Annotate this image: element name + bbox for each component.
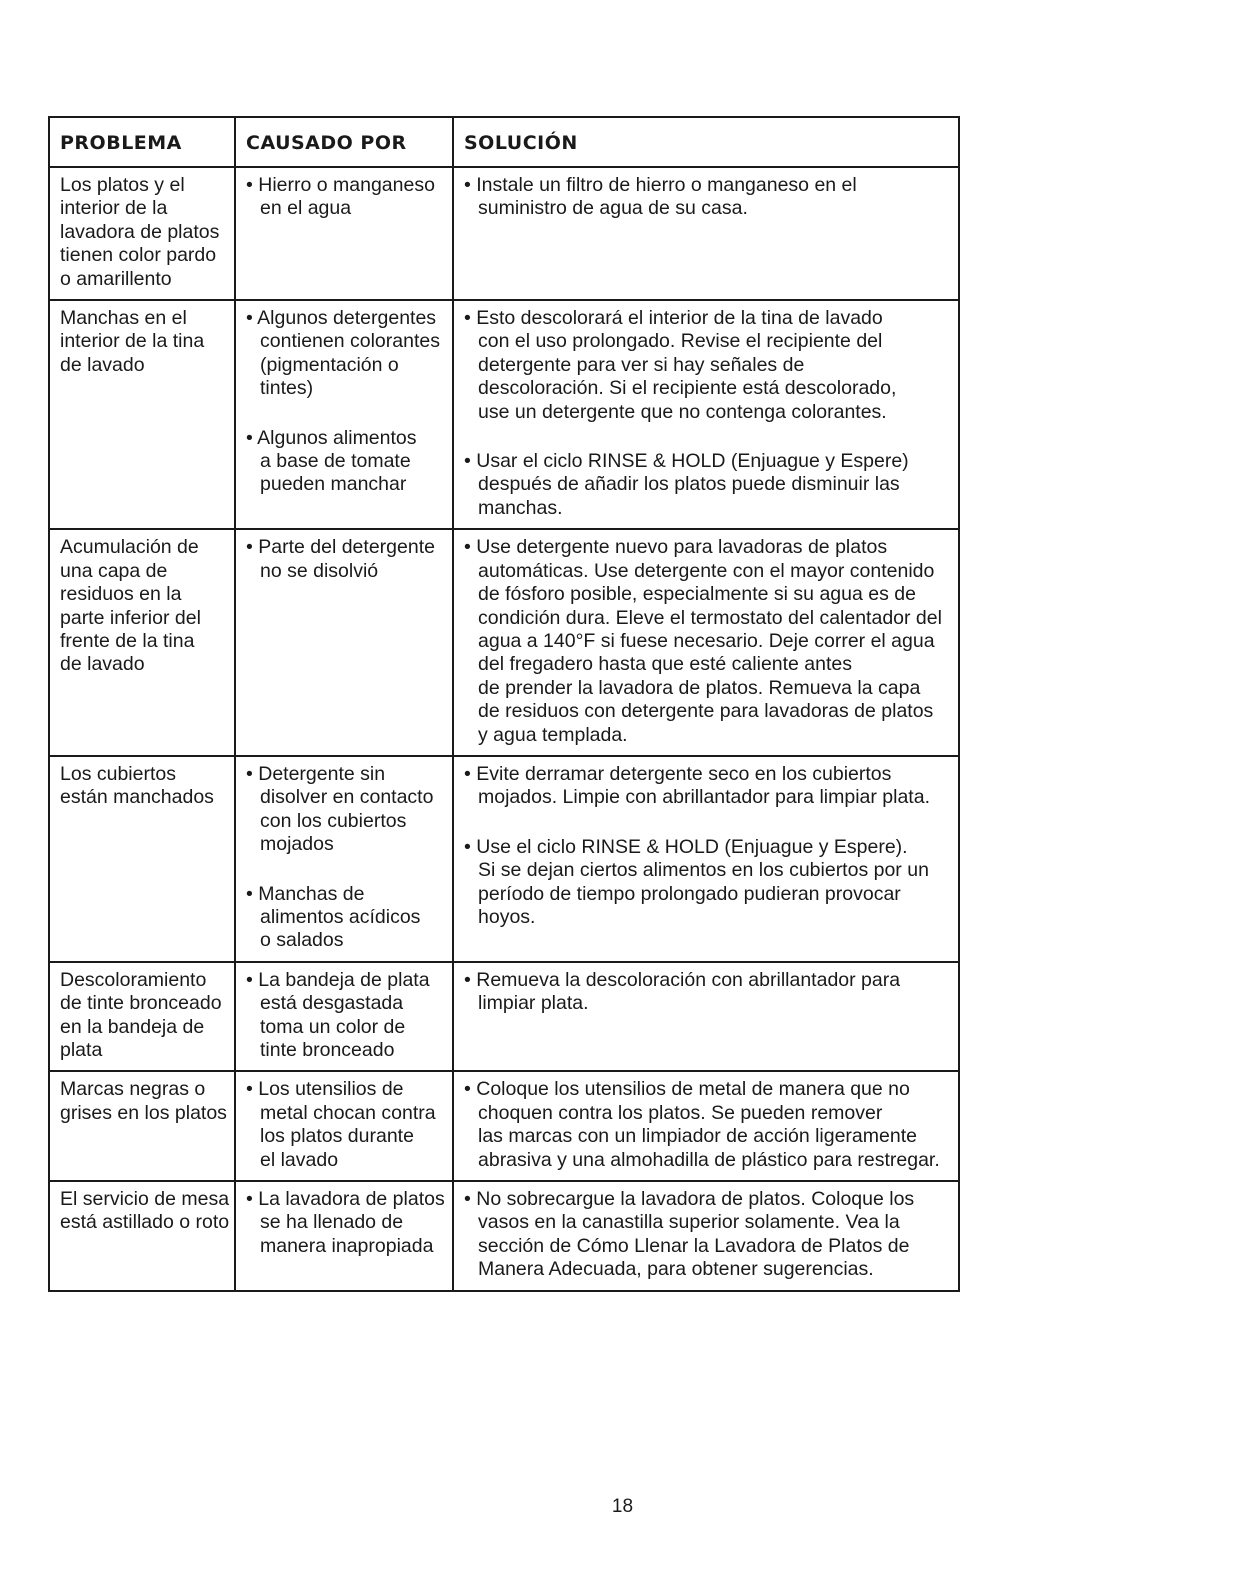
cause-text-line: se ha llenado de [260,1211,404,1234]
solution-item [464,836,950,930]
cause-text-line: • Los utensilios de [246,1078,404,1101]
cause-item [246,969,444,1063]
problem-text-line: El servicio de mesa [60,1188,230,1211]
solution-text-line: las marcas con un limpiador de acción ligeramente [478,1125,917,1148]
cause-cell [235,167,453,300]
solution-text-line: automáticas. Use detergente con el mayor contenido [478,559,935,582]
problem-text-line: grises en los platos [60,1101,227,1124]
problem-cell [49,1071,235,1181]
solution-text-line: • Usar el ciclo RINSE & HOLD (Enjuague y Espere) [464,450,909,473]
solution-cell [453,756,959,962]
cause-text-line: alimentos acídicos [260,905,421,928]
solution-text-line: • Esto descolorará el interior de la tina de lavado [464,307,883,330]
cause-item [246,174,444,221]
solution-text-line: • Use detergente nuevo para lavadoras de platos [464,536,888,559]
problem-cell [49,1181,235,1291]
solution-text-line: de residuos con detergente para lavadoras de platos [478,700,934,723]
problem-text-line: Acumulación de [60,536,199,559]
cause-text-line: con los cubiertos [260,809,407,832]
block-spacer [464,424,950,450]
solution-text-line: período de tiempo prolongado pudieran provocar [478,882,901,905]
troubleshooting-table [48,116,960,1292]
problem-text-line: o amarillento [60,267,172,290]
solution-text-line: mojados. Limpie con abrillantador para limpiar plata. [478,786,930,809]
solution-item [464,536,950,747]
page-number: 18 [611,1496,634,1517]
problem-text-line: residuos en la [60,583,182,606]
problem-text-line: Descoloramiento [60,968,207,991]
solution-text-line: condición dura. Eleve el termostato del calentador del [478,606,942,629]
problem-cell [49,167,235,300]
cause-item [246,1188,444,1258]
solution-text-line: Si se dejan ciertos alimentos en los cubiertos por un [478,859,929,882]
problem-text-line: en la bandeja de [60,1015,205,1038]
cause-cell [235,1181,453,1291]
cause-text-line: • La bandeja de plata [246,968,430,991]
cause-text-line: contienen colorantes [260,330,440,353]
solution-text-line: de fósforo posible, especialmente si su agua es de [478,583,916,606]
problem-text-line: tienen color pardo [60,244,217,267]
solution-text-line: hoyos. [478,905,536,928]
problem-text-line: lavadora de platos [60,220,220,243]
cause-text-line: en el agua [260,197,352,220]
cause-cell [235,300,453,529]
block-spacer [246,401,444,427]
cause-text-line: tintes) [260,377,314,400]
solution-cell [453,1071,959,1181]
cause-text-line: a base de tomate [260,450,411,473]
cause-text-line: o salados [260,929,344,952]
solution-text-line: abrasiva y una almohadilla de plástico para restregar. [478,1148,940,1171]
problem-text-line: están manchados [60,786,214,809]
solution-text-line: y agua templada. [478,723,628,746]
table-body [49,167,959,1291]
solution-text-line: detergente para ver si hay señales de [478,353,805,376]
cause-text-line: los platos durante [260,1125,414,1148]
cause-cell [235,756,453,962]
cause-text-line: • Algunos alimentos [246,426,417,449]
cause-item [246,1078,444,1172]
header-cause: CAUSADO POR [235,117,453,167]
cause-cell [235,1071,453,1181]
solution-text-line: • Instale un filtro de hierro o manganeso en el [464,174,857,196]
solution-text-line: manchas. [478,496,563,519]
cause-cell [235,962,453,1072]
solution-text-line: vasos en la canastilla superior solamente. Vea la [478,1211,900,1234]
problem-text-line: Los cubiertos [60,762,176,785]
problem-text-line: está astillado o roto [60,1211,230,1234]
table-row [49,167,959,300]
cause-text-line: manera inapropiada [260,1234,434,1257]
header-solution: SOLUCIÓN [453,117,959,167]
cause-item [246,536,444,583]
solution-text-line: • Evite derramar detergente seco en los cubiertos [464,762,892,785]
solution-item [464,307,950,424]
problem-text-line: Manchas en el [60,307,187,330]
cause-item [246,427,444,497]
table-row [49,529,959,756]
block-spacer [246,857,444,883]
cause-text-line: tinte bronceado [260,1039,395,1061]
solution-text-line: • No sobrecargue la lavadora de platos. Coloque los [464,1188,915,1211]
problem-cell [49,529,235,756]
solution-text-line: sección de Cómo Llenar la Lavadora de Platos de [478,1234,910,1257]
solution-text-line: de prender la lavadora de platos. Remueva la capa [478,676,921,699]
problem-cell [49,962,235,1072]
problem-text-line: de lavado [60,353,145,376]
solution-text-line: agua a 140°F si fuese necesario. Deje correr el agua [478,629,935,652]
solution-text-line: después de añadir los platos puede disminuir las [478,473,900,496]
cause-text-line: • Manchas de [246,882,365,905]
cause-text-line: disolver en contacto [260,786,434,809]
solution-text-line: • Remueva la descoloración con abrillantador para [464,968,901,991]
solution-text-line: • Use el ciclo RINSE & HOLD (Enjuague y Espere). [464,835,908,858]
solution-item [464,1188,950,1282]
cause-text-line: (pigmentación o [260,353,399,376]
solution-cell [453,300,959,529]
problem-text-line: interior de la [60,197,168,220]
header-problem: PROBLEMA [49,117,235,167]
solution-cell [453,962,959,1072]
solution-cell [453,1181,959,1291]
solution-text-line: choquen contra los platos. Se pueden remover [478,1101,883,1124]
solution-text-line: descoloración. Si el recipiente está descolorado, [478,377,897,400]
cause-text-line: el lavado [260,1148,339,1171]
cause-text-line: • Detergente sin [246,762,386,785]
problem-cell [49,300,235,529]
block-spacer [464,810,950,836]
problem-text-line: interior de la tina [60,330,205,353]
cause-item [246,307,444,401]
solution-text-line: con el uso prolongado. Revise el recipiente del [478,330,883,353]
problem-text-line: de lavado [60,653,145,676]
problem-text-line: de tinte bronceado [60,992,222,1015]
cause-text-line: no se disolvió [260,559,379,582]
problem-text-line: Los platos y el [60,174,185,196]
solution-cell [453,529,959,756]
table-row [49,300,959,529]
solution-text-line: • Coloque los utensilios de metal de manera que no [464,1078,910,1101]
problem-text-line: parte inferior del [60,606,201,629]
cause-text-line: • Algunos detergentes [246,307,437,330]
cause-text-line: • La lavadora de platos [246,1188,445,1211]
table-header-row [49,117,959,167]
solution-item [464,450,950,520]
table-row [49,1181,959,1291]
cause-text-line: • Hierro o manganeso [246,174,435,196]
cause-text-line: está desgastada [260,992,404,1015]
cause-cell [235,529,453,756]
problem-text-line: frente de la tina [60,629,195,652]
table-row [49,1071,959,1181]
problem-text-line: una capa de [60,559,168,582]
cause-text-line: metal chocan contra [260,1101,436,1124]
cause-text-line: pueden manchar [260,473,407,496]
solution-text-line: suministro de agua de su casa. [478,197,748,220]
table-row [49,756,959,962]
solution-text-line: Manera Adecuada, para obtener sugerencias. [478,1258,874,1281]
solution-text-line: limpiar plata. [478,992,589,1015]
cause-item [246,763,444,857]
solution-item [464,174,950,221]
cause-text-line: mojados [260,833,334,856]
table-row [49,962,959,1072]
cause-text-line: • Parte del detergente [246,536,435,559]
problem-cell [49,756,235,962]
cause-item [246,883,444,953]
solution-item [464,969,950,1016]
cause-text-line: toma un color de [260,1015,406,1038]
solution-item [464,763,950,810]
problem-text-line: plata [60,1039,103,1061]
solution-item [464,1078,950,1172]
solution-text-line: use un detergente que no contenga colorantes. [478,400,887,423]
problem-text-line: Marcas negras o [60,1078,206,1101]
solution-text-line: del fregadero hasta que esté caliente antes [478,653,853,676]
solution-cell [453,167,959,300]
